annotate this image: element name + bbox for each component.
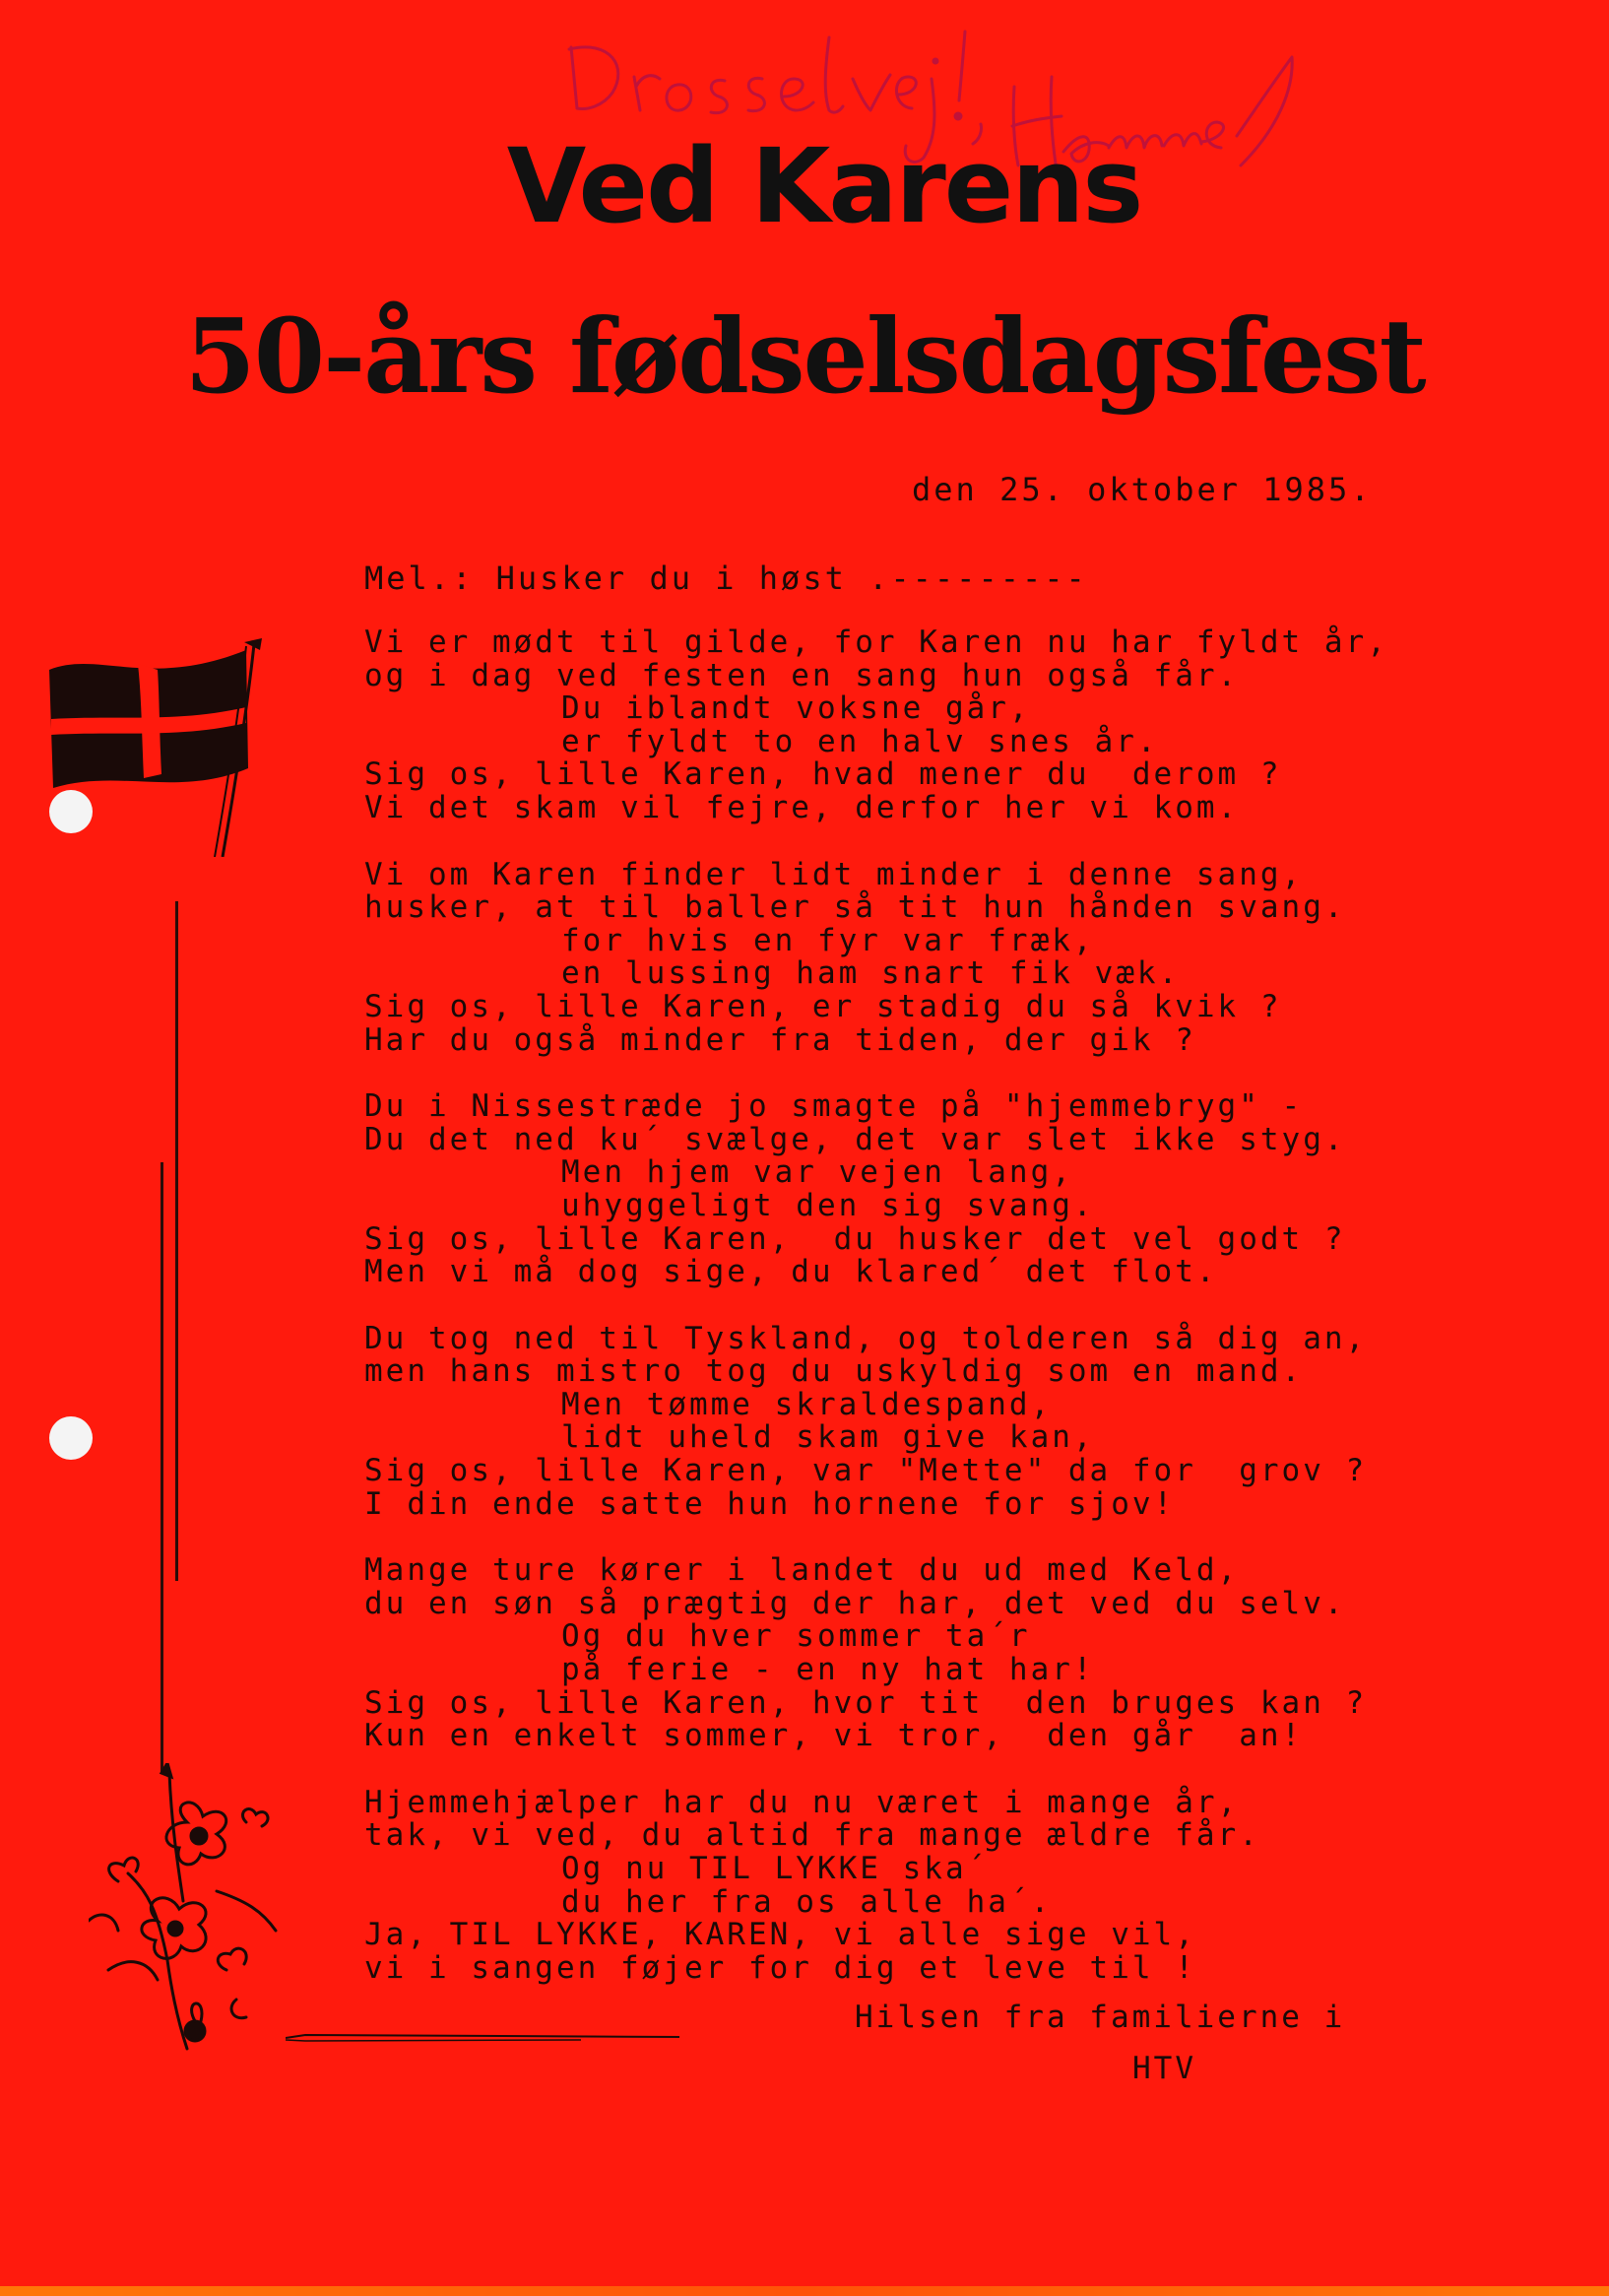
verse-line: Sig os, lille Karen, er stadig du så kvik ? (364, 988, 1282, 1024)
verse-line: uhyggeligt den sig svang. (561, 1187, 1095, 1223)
verse-line: Sig os, lille Karen, hvad mener du derom ? (364, 756, 1282, 793)
verse-line: Sig os, lille Karen, hvor tit den bruges kan ? (364, 1684, 1368, 1721)
verse (364, 856, 1349, 1058)
song-verses (364, 624, 1388, 2018)
greeting-sender: HTV (1132, 2051, 1196, 2086)
verse-line: og i dag ved festen en sang hun også får. (364, 657, 1240, 693)
flower-ornament-icon (89, 1763, 305, 2059)
verse-line: Vi er mødt til gilde, for Karen nu har fyldt år, (364, 624, 1388, 660)
verse-line: Og du hver sommer ta´r (561, 1618, 1031, 1655)
verse-line: Har du også minder fra tiden, der gik ? (364, 1021, 1196, 1058)
melody-line: Mel.: Husker du i høst .--------- (364, 559, 1088, 597)
verse-line: Og nu TIL LYKKE ska´ (561, 1851, 989, 1886)
verse-line: Sig os, lille Karen, var "Mette" da for grov ? (364, 1453, 1368, 1489)
verse-line: Sig os, lille Karen, du husker det vel godt ? (364, 1220, 1346, 1257)
verse-line: Du i Nissestræde jo smagte på "hjemmebryg" - (364, 1088, 1304, 1125)
verse-line: Du tog ned til Tyskland, og tolderen så dig an, (364, 1320, 1368, 1356)
verse (364, 624, 1388, 825)
verse-line: men hans mistro tog du uskyldig som en mand. (364, 1353, 1304, 1390)
border-line (175, 901, 178, 1581)
verse-line: Du iblandt voksne går, (561, 690, 1031, 727)
verse-line: Vi det skam vil fejre, derfor her vi kom. (364, 789, 1240, 825)
verse-line: Du det ned ku´ svælge, det var slet ikke styg. (364, 1121, 1346, 1157)
divider-line (286, 2033, 679, 2043)
verse-line: du her fra os alle ha´. (561, 1883, 1053, 1920)
scan-edge (0, 2286, 1609, 2296)
verse (364, 1320, 1368, 1522)
event-date: den 25. oktober 1985. (912, 471, 1373, 508)
greeting-line: Hilsen fra familierne i (855, 2000, 1346, 2035)
verse (364, 1784, 1349, 1986)
verse-line: husker, at til baller så tit hun hånden svang. (364, 889, 1346, 926)
verse-line: Men vi må dog sige, du klared´ det flot. (364, 1254, 1218, 1290)
verse-line: for hvis en fyr var fræk, (561, 922, 1095, 958)
punch-hole (49, 790, 93, 833)
verse-line: Hjemmehjælper har du nu været i mange år, (364, 1784, 1240, 1820)
verse-line: Kun en enkelt sommer, vi tror, den går an! (364, 1718, 1304, 1754)
verse (364, 1552, 1368, 1754)
verse-line: Men hjem var vejen lang, (561, 1154, 1073, 1191)
verse (364, 1090, 1349, 1289)
border-line (161, 1162, 163, 1773)
verse-line: Vi om Karen finder lidt minder i denne sang, (364, 856, 1304, 892)
verse-line: Men tømme skraldespand, (561, 1386, 1053, 1422)
verse-line: I din ende satte hun hornene for sjov! (364, 1485, 1176, 1522)
title-line-1: Ved Karens (506, 126, 1142, 246)
verse-line: Mange ture kører i landet du ud med Keld, (364, 1552, 1240, 1589)
verse-line: Ja, TIL LYKKE, KAREN, vi alle sige vil, (364, 1917, 1196, 1953)
verse-line: en lussing ham snart fik væk. (561, 955, 1181, 992)
title-line-2: 50-års fødselsdagsfest (184, 295, 1425, 417)
punch-hole (49, 1416, 93, 1460)
verse-line: på ferie - en ny hat har! (561, 1652, 1095, 1688)
verse-line: lidt uheld skam give kan, (561, 1419, 1095, 1456)
verse-line: tak, vi ved, du altid fra mange ældre får. (364, 1817, 1260, 1854)
verse-line: vi i sangen føjer for dig et leve til ! (364, 1949, 1196, 1986)
verse-line: er fyldt to en halv snes år. (561, 723, 1159, 759)
verse-line: du en søn så prægtig der har, det ved du selv. (364, 1585, 1346, 1621)
